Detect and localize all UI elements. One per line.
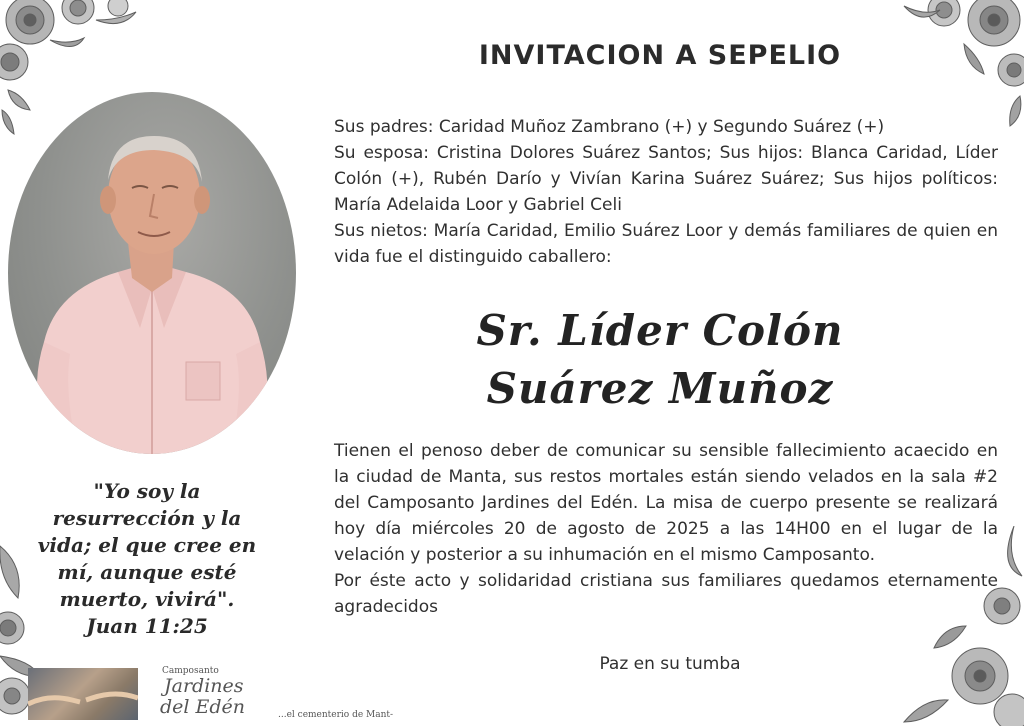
logo-name-line1: Jardines (164, 675, 244, 697)
page-title: INVITACION A SEPELIO (478, 40, 842, 71)
grandchildren-line: Sus nietos: María Caridad, Emilio Suárez Loor y demás familiares de quien en vida fue el distinguido caballero: (334, 221, 998, 267)
quote-reference: Juan 11:25 (86, 614, 208, 638)
logo-name-line2: del Edén (160, 696, 246, 718)
announcement-text: Tienen el penoso deber de comunicar su sensible fallecimiento acaecido en la ciudad de Manta, sus restos mortales están siendo velados en la sala #2 del Camposanto Jardines del Edén. La misa de cuerpo presente se realizará hoy día miércoles 20 de agosto de 2025 a las 14H00 en el lugar de la velación y posterior a su inhumación en el mismo Camposanto. (334, 441, 998, 565)
quote-line: resurrección y la (52, 506, 242, 530)
gratitude-text: Por éste acto y solidaridad cristiana sus familiares quedamos eternamente agradecidos (334, 571, 998, 617)
deceased-name-line1: Sr. Líder Colón (476, 306, 844, 355)
announcement (334, 438, 998, 620)
family-list (334, 114, 998, 270)
quote-line: vida; el que cree en (37, 533, 257, 557)
quote-line: muerto, vivirá". (59, 587, 235, 611)
quote-line: "Yo soy la (93, 479, 201, 503)
logo-tagline: ...el cementerio de Mant- (278, 710, 394, 720)
logo-small-text: Camposanto (162, 666, 219, 676)
cemetery-logo (160, 666, 280, 718)
deceased-name (440, 302, 880, 418)
logo-image (28, 668, 138, 720)
quote-line: mí, aunque esté (57, 560, 237, 584)
parents-line: Sus padres: Caridad Muñoz Zambrano (+) y Segundo Suárez (+) (334, 117, 885, 137)
portrait-photo (8, 92, 296, 454)
deceased-name-line2: Suárez Muñoz (486, 364, 834, 413)
bible-quote (22, 478, 272, 640)
family-line: Su esposa: Cristina Dolores Suárez Santos; Sus hijos: Blanca Caridad, Líder Colón (+), Rubén Darío y Vivían Karina Suárez Suárez; Sus hijos políticos: María Adelaida Loor y Gabriel Celi (334, 143, 998, 215)
closing-text: Paz en su tumba (599, 654, 741, 674)
